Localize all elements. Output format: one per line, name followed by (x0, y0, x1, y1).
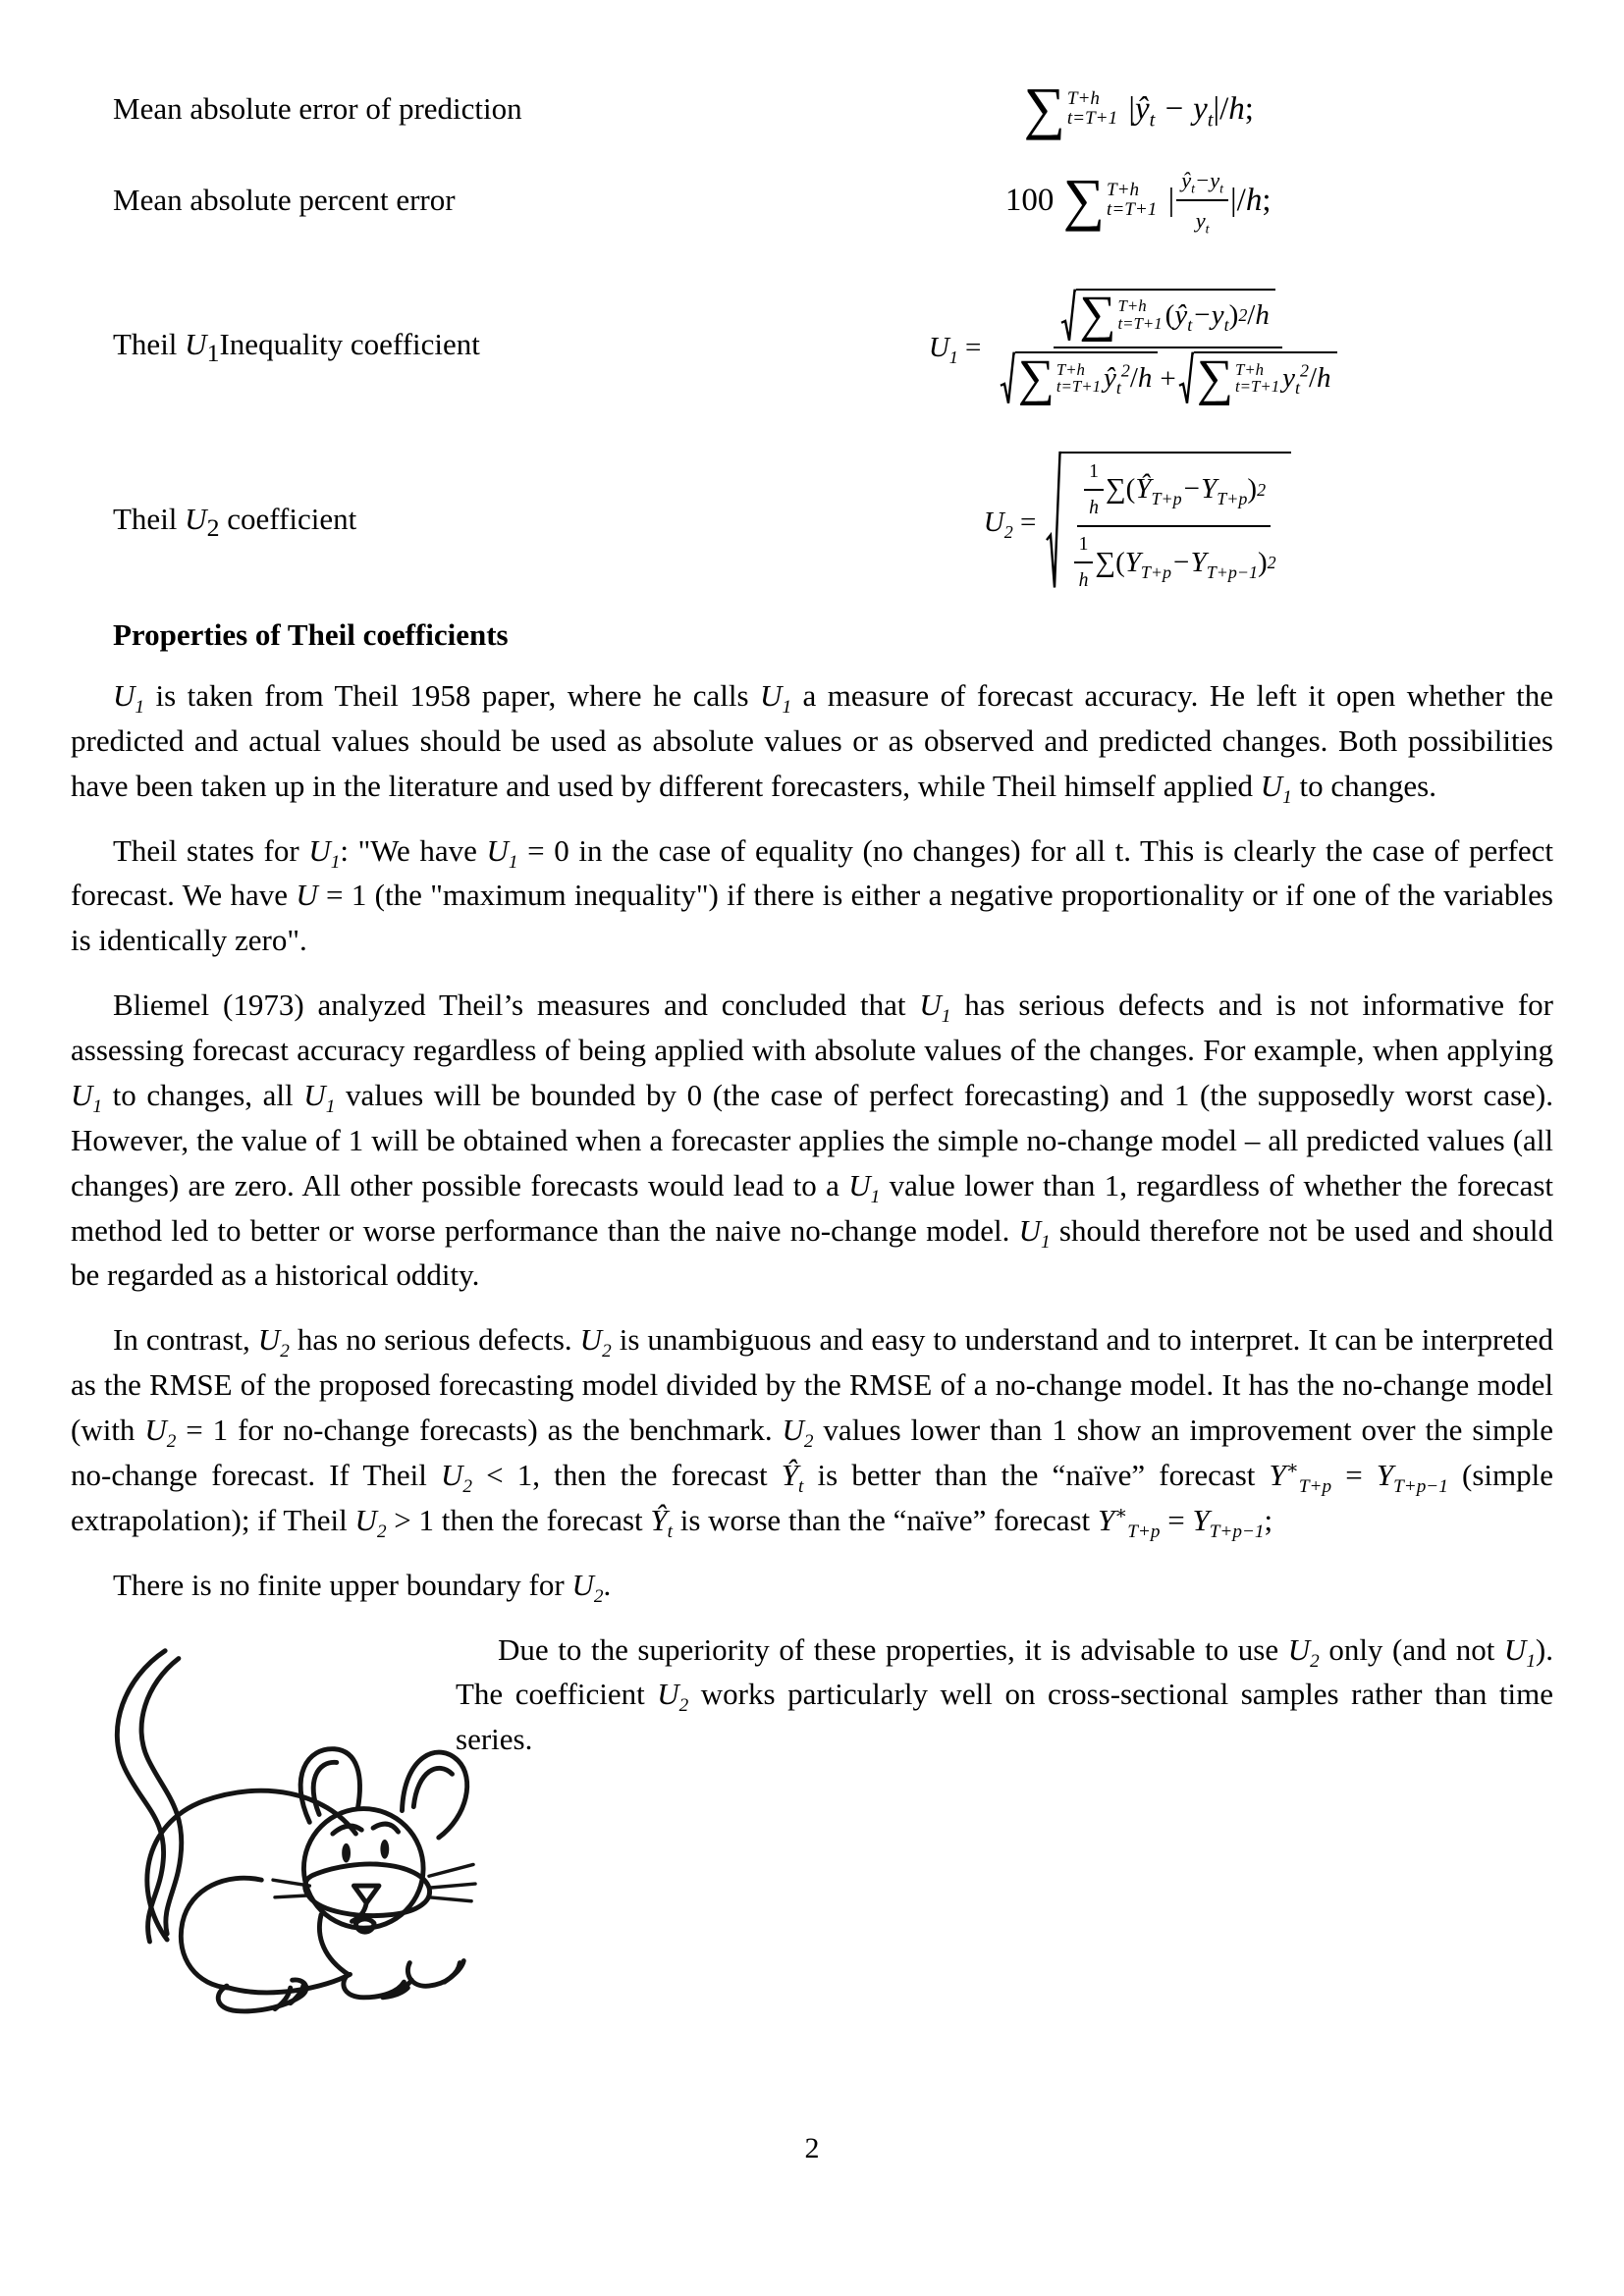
body-paragraph: In contrast, $U_2$ has no serious defects. $U_2$ is unambiguous and easy to understand and to interpret. It can be interpreted as the RMSE of the proposed forecasting model divided by the RMSE of a no-change model. It has the no-change model (with $U_2 = 1$ for no-change forecasts) as the benchmark. $U_2$ values lower than 1 show an improvement over the simple no-change forecast. If Theil $U_2 < 1$, then the forecast $Ŷ_t$ is better than the “naïve” forecast $Y^∗_{T+p} = Y_{T+p-1}$ (simple extrapolation); if Theil $U_2 > 1$ then the forecast $Ŷ_t$ is worse than the “naïve” forecast $Y^∗_{T+p} = Y_{T+p-1}$; (71, 1322, 1553, 1542)
mouse-illustration (73, 1643, 477, 2032)
page-number: 2 (804, 2131, 820, 2164)
body-paragraph: $U_1$ is taken from Theil 1958 paper, where he calls $U_1$ a measure of forecast accuracy. He left it open whether the predicted and actual values should be used as absolute values or as observed and predicted changes. Both possibilities have been taken up in the literature and used by different forecasters, while Theil himself applied $U_1$ to changes. (71, 677, 1553, 808)
body-paragraph: There is no finite upper boundary for $U_2$. (113, 1567, 612, 1607)
formula-label: Theil $U_2$ coefficient (113, 502, 357, 543)
section-heading: Properties of Theil coefficients (113, 617, 509, 652)
formula-row (71, 446, 1553, 599)
body-paragraph: Theil states for $U_1$: "We have $U_1 = 0$ in the case of equality (no changes) for all t. This is clearly the case of perfect forecast. We have U = 1 (the "maximum inequality") if there is either a negative proportionality or if one of the variables is identically zero". (71, 832, 1553, 958)
body-paragraph: Due to the superiority of these properties, it is advisable to use $U_2$ only (and not $U_1$). The coefficient $U_2$ works particularly well on cross-sectional samples rather than time series. (456, 1631, 1553, 1757)
formula-math: 100 ∑ T+h t=T+1 | $ŷ_t$ − $y_t$ $y_t$ |/ h ; (723, 164, 1553, 238)
formula-label: Mean absolute percent error (113, 183, 456, 218)
formula-math: ∑ T+h t=T+1 | $ŷ_t$ − $y_t$ |/ h ; (1023, 76, 1254, 141)
formula-label: Theil $U_1Inequality$ coefficient (113, 327, 480, 368)
formula-row (71, 261, 1553, 434)
formula-math: $U_2$ = 1 h ∑( $Ŷ_{T+p}$ − $Y_{T+p}$ ) 2 1 h ∑( $Y_{T+p}$ − $Y_{T+p-1}$ ) 2 (723, 448, 1553, 598)
body-paragraph: Bliemel (1973) analyzed Theil’s measures and concluded that $U_1$ has serious defects and is not informative for assessing forecast accuracy regardless of being applied with absolute values of the changes. For example, when applying $U_1$ to changes, all $U_1$ values will be bounded by 0 (the case of perfect forecasting) and 1 (the supposedly worst case). However, the value of 1 will be obtained when a forecaster applies the simple no-change model – all predicted values (all changes) are zero. All other possible forecasts would lead to a $U_1$ value lower than 1, regardless of whether the forecast method led to better or worse performance than the naive no-change model. $U_1$ should therefore not be used and should be regarded as a historical oddity. (71, 988, 1554, 1293)
bottom-section (71, 1628, 1553, 2059)
formula-row (71, 151, 1553, 249)
formula-math: $U_1$ = ∑ T+h t=T+1 ( $ŷ_t$ − $y_t$ ) 2 / h ∑ T+h t=T+1 $ŷ_t^2$ / h + ∑ T+h t=T+1 $y_t^2$ / h (723, 289, 1553, 407)
formula-row (71, 77, 1553, 141)
formula-label: Mean absolute error of prediction (113, 91, 522, 127)
